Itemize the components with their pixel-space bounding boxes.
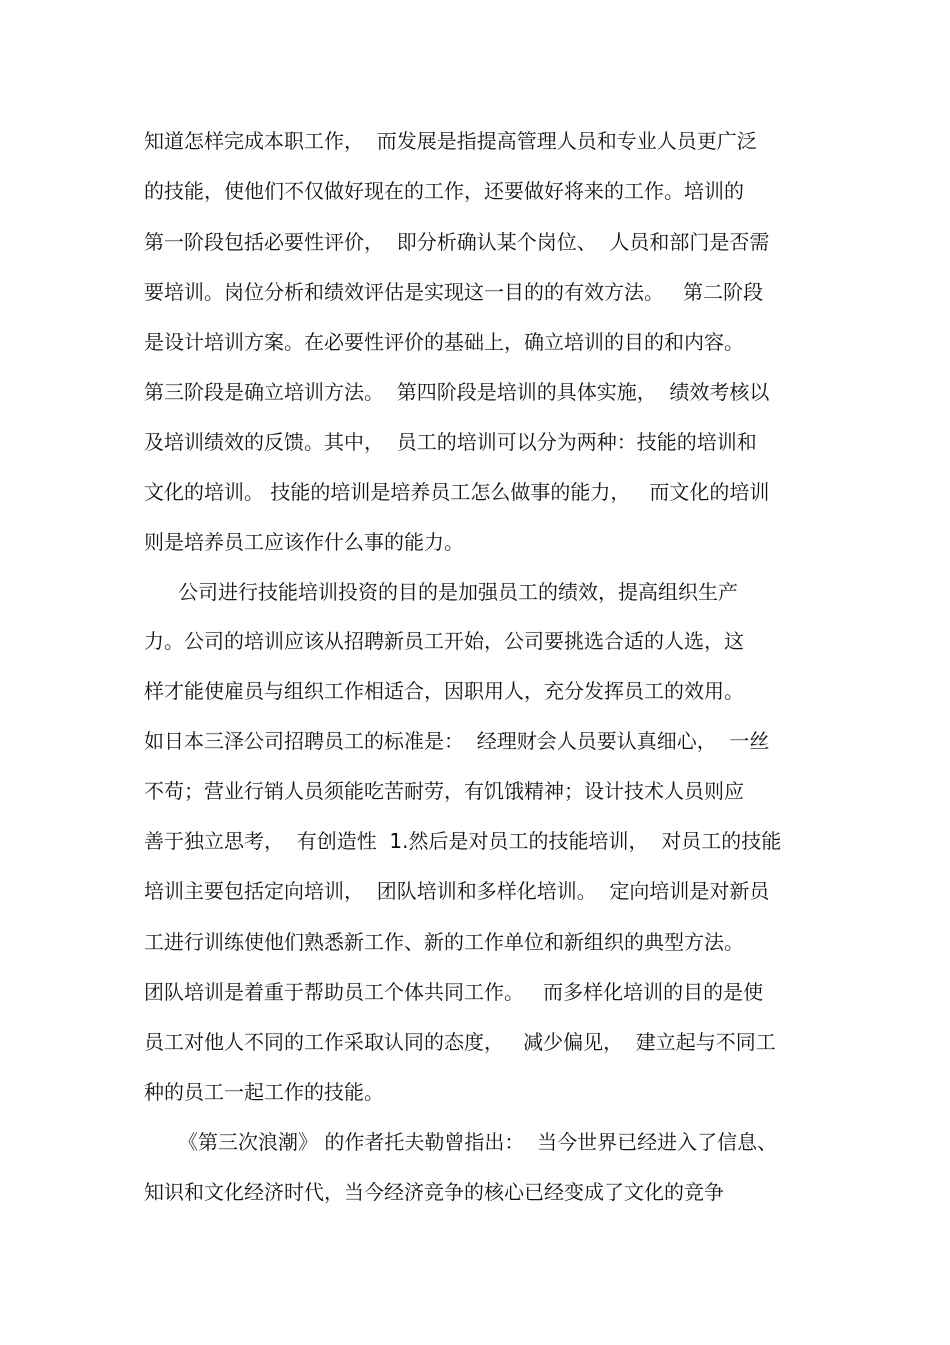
text-line: 种的员工一起工作的技能。	[144, 1080, 384, 1104]
text-line: 团队培训是着重于帮助员工个体共同工作。 而多样化培训的目的是使	[144, 980, 764, 1004]
text-line: 第三阶段是确立培训方法。 第四阶段是培训的具体实施， 绩效考核以	[144, 380, 770, 404]
text-line: 是设计培训方案。在必要性评价的基础上，确立培训的目的和内容。	[144, 330, 744, 354]
text-line: 不苟；营业行销人员须能吃苦耐劳，有饥饿精神；设计技术人员则应	[144, 779, 744, 803]
text-line: 工进行训练使他们熟悉新工作、新的工作单位和新组织的典型方法。	[144, 930, 744, 954]
text-line: 的技能，使他们不仅做好现在的工作，还要做好将来的工作。培训的	[144, 179, 744, 203]
text-line: 培训主要包括定向培训， 团队培训和多样化培训。 定向培训是对新员	[144, 879, 770, 903]
text-line: 文化的培训。 技能的培训是培养员工怎么做事的能力， 而文化的培训	[144, 480, 770, 504]
text-line: 知识和文化经济时代，当今经济竞争的核心已经变成了文化的竞争	[144, 1180, 724, 1204]
text-line: 样才能使雇员与组织工作相适合，因职用人，充分发挥员工的效用。	[144, 679, 744, 703]
text-line: 如日本三泽公司招聘员工的标准是： 经理财会人员要认真细心， 一丝	[144, 729, 770, 753]
text-line: 则是培养员工应该作什么事的能力。	[144, 530, 464, 554]
text-line: 力。公司的培训应该从招聘新员工开始，公司要挑选合适的人选，这	[144, 629, 744, 653]
text-line: 《第三次浪潮》 的作者托夫勒曾指出： 当今世界已经进入了信息、	[178, 1130, 778, 1154]
text-line: 及培训绩效的反馈。其中， 员工的培训可以分为两种：技能的培训和	[144, 430, 757, 454]
text-line: 要培训。岗位分析和绩效评估是实现这一目的的有效方法。 第二阶段	[144, 280, 764, 304]
text-line: 员工对他人不同的工作采取认同的态度， 减少偏见， 建立起与不同工	[144, 1030, 776, 1054]
text-line: 公司进行技能培训投资的目的是加强员工的绩效，提高组织生产	[178, 580, 738, 604]
text-line: 善于独立思考， 有创造性 1.然后是对员工的技能培训， 对员工的技能	[144, 829, 782, 853]
text-line: 知道怎样完成本职工作， 而发展是指提高管理人员和专业人员更广泛	[144, 129, 757, 153]
text-line: 第一阶段包括必要性评价， 即分析确认某个岗位、 人员和部门是否需	[144, 230, 770, 254]
